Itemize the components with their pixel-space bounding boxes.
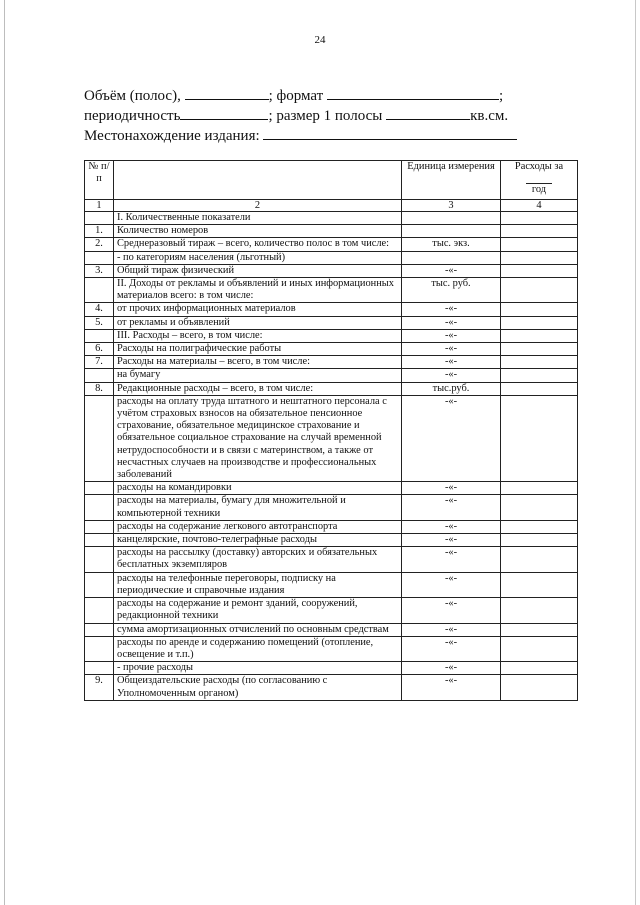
table-row [85, 598, 578, 623]
row-number [85, 251, 114, 264]
format-label: ; формат [268, 88, 324, 104]
row-number: 7. [85, 356, 114, 369]
table-row [85, 547, 578, 572]
row-expenses-cell[interactable] [501, 598, 578, 623]
row-number [85, 547, 114, 572]
table-row [85, 225, 578, 238]
header-line-location [84, 126, 544, 146]
column-index: 1 [85, 200, 114, 212]
row-number [85, 395, 114, 481]
row-number: 6. [85, 343, 114, 356]
row-unit: тыс. экз. [402, 238, 501, 251]
page-size-unit: кв.см. [470, 108, 509, 124]
table-row [85, 251, 578, 264]
row-number [85, 520, 114, 533]
row-expenses-cell[interactable] [501, 212, 578, 225]
row-name: от прочих информационных материалов [114, 303, 402, 316]
table-row [85, 329, 578, 342]
header-line-periodicity-size [84, 106, 544, 126]
header-num: № п/п [85, 161, 114, 200]
table-row [85, 316, 578, 329]
row-unit: -«- [402, 329, 501, 342]
report-table [84, 160, 578, 701]
row-number [85, 212, 114, 225]
table-row [85, 636, 578, 661]
row-number [85, 278, 114, 303]
column-index: 3 [402, 200, 501, 212]
row-name: на бумагу [114, 369, 402, 382]
header-expenses [501, 161, 578, 200]
row-name: расходы на материалы, бумагу для множительной и компьютерной техники [114, 495, 402, 520]
row-unit: -«- [402, 675, 501, 700]
scan-edge-right [635, 0, 636, 905]
row-expenses-cell[interactable] [501, 395, 578, 481]
table-row [85, 212, 578, 225]
row-expenses-cell[interactable] [501, 495, 578, 520]
row-name: Редакционные расходы – всего, в том числе: [114, 382, 402, 395]
row-name: расходы на телефонные переговоры, подписку на периодические и справочные издания [114, 572, 402, 597]
row-unit: -«- [402, 636, 501, 661]
row-name: Расходы на материалы – всего, в том числе: [114, 356, 402, 369]
table-row [85, 382, 578, 395]
row-name: расходы на рассылку (доставку) авторских и обязательных бесплатных экземпляров [114, 547, 402, 572]
row-name: расходы на оплату труда штатного и нештатного персонала с учётом страховых взносов на обязательное пенсионное страхование, обязательное медицинское страхование и обязательное социальное страхование на случай временной нетрудоспособности и в связи с материнством, а также от несчастных случаев на производстве и профессиональных заболеваний [114, 395, 402, 481]
row-expenses-cell[interactable] [501, 534, 578, 547]
row-unit [402, 225, 501, 238]
row-number [85, 369, 114, 382]
row-expenses-cell[interactable] [501, 303, 578, 316]
row-unit: -«- [402, 547, 501, 572]
row-number [85, 572, 114, 597]
row-expenses-cell[interactable] [501, 251, 578, 264]
row-name: канцелярские, почтово-телеграфные расходы [114, 534, 402, 547]
table-row [85, 264, 578, 277]
row-unit: -«- [402, 482, 501, 495]
page-number: 24 [314, 34, 326, 46]
page-size-blank-field[interactable] [386, 106, 470, 120]
row-expenses-cell[interactable] [501, 225, 578, 238]
row-expenses-cell[interactable] [501, 264, 578, 277]
row-expenses-cell[interactable] [501, 343, 578, 356]
column-index: 2 [114, 200, 402, 212]
location-blank-field[interactable] [263, 126, 517, 140]
row-number [85, 598, 114, 623]
row-expenses-cell[interactable] [501, 547, 578, 572]
row-unit: -«- [402, 264, 501, 277]
row-name: - прочие расходы [114, 662, 402, 675]
table-row [85, 495, 578, 520]
report-body [85, 212, 578, 701]
row-number [85, 495, 114, 520]
row-name: расходы на командировки [114, 482, 402, 495]
row-name: - по категориям населения (льготный) [114, 251, 402, 264]
line1-end: ; [498, 88, 504, 104]
table-row [85, 343, 578, 356]
page-size-label: ; размер 1 полосы [268, 108, 383, 124]
row-name: сумма амортизационных отчислений по основным средствам [114, 623, 402, 636]
periodicity-blank-field[interactable] [180, 106, 268, 120]
row-unit: -«- [402, 316, 501, 329]
row-unit: -«- [402, 534, 501, 547]
row-name: расходы по аренде и содержанию помещений (отопление, освещение и т.п.) [114, 636, 402, 661]
row-number: 9. [85, 675, 114, 700]
row-number [85, 636, 114, 661]
row-unit: -«- [402, 303, 501, 316]
row-number [85, 482, 114, 495]
row-unit: -«- [402, 343, 501, 356]
row-expenses-cell[interactable] [501, 636, 578, 661]
row-number [85, 623, 114, 636]
header-line-volume-format [84, 86, 544, 106]
row-number: 8. [85, 382, 114, 395]
publication-header [84, 86, 544, 146]
row-expenses-cell[interactable] [501, 572, 578, 597]
row-name: расходы на содержание и ремонт зданий, сооружений, редакционной техники [114, 598, 402, 623]
row-expenses-cell[interactable] [501, 369, 578, 382]
row-name: II. Доходы от рекламы и объявлений и иных информационных материалов всего: в том числе: [114, 278, 402, 303]
row-expenses-cell[interactable] [501, 520, 578, 533]
table-row [85, 369, 578, 382]
row-number: 5. [85, 316, 114, 329]
row-unit [402, 212, 501, 225]
table-row [85, 572, 578, 597]
location-label: Местонахождение издания: [84, 128, 260, 144]
row-name: Общеиздательские расходы (по согласованию с Уполномоченным органом) [114, 675, 402, 700]
scan-edge-left [4, 0, 5, 905]
row-unit: -«- [402, 598, 501, 623]
row-number [85, 534, 114, 547]
row-expenses-cell[interactable] [501, 382, 578, 395]
row-unit: тыс. руб. [402, 278, 501, 303]
row-name: от рекламы и объявлений [114, 316, 402, 329]
row-name: Количество номеров [114, 225, 402, 238]
header-expenses-year: год [526, 183, 552, 196]
row-expenses-cell[interactable] [501, 316, 578, 329]
column-index-row [85, 200, 578, 212]
row-name: III. Расходы – всего, в том числе: [114, 329, 402, 342]
table-row [85, 520, 578, 533]
table-row [85, 662, 578, 675]
row-expenses-cell[interactable] [501, 662, 578, 675]
row-number [85, 329, 114, 342]
table-row [85, 675, 578, 700]
row-expenses-cell[interactable] [501, 278, 578, 303]
format-blank-field[interactable] [327, 86, 499, 100]
header-expenses-label: Расходы за [514, 161, 564, 172]
row-expenses-cell[interactable] [501, 623, 578, 636]
row-unit: -«- [402, 662, 501, 675]
row-expenses-cell[interactable] [501, 329, 578, 342]
row-unit [402, 251, 501, 264]
row-name: I. Количественные показатели [114, 212, 402, 225]
row-name: расходы на содержание легкового автотранспорта [114, 520, 402, 533]
table-row [85, 238, 578, 251]
table-header-row [85, 161, 578, 200]
row-expenses-cell[interactable] [501, 482, 578, 495]
row-unit: -«- [402, 395, 501, 481]
header-unit: Единица измерения [402, 161, 501, 200]
row-name: Среднеразовый тираж – всего, количество полос в том числе: [114, 238, 402, 251]
row-expenses-cell[interactable] [501, 675, 578, 700]
row-unit: -«- [402, 356, 501, 369]
table-row [85, 482, 578, 495]
row-unit: -«- [402, 369, 501, 382]
row-unit: -«- [402, 623, 501, 636]
table-row [85, 534, 578, 547]
row-number: 2. [85, 238, 114, 251]
row-name: Общий тираж физический [114, 264, 402, 277]
row-expenses-cell[interactable] [501, 238, 578, 251]
row-unit: -«- [402, 520, 501, 533]
volume-blank-field[interactable] [185, 86, 269, 100]
table-row [85, 303, 578, 316]
row-name: Расходы на полиграфические работы [114, 343, 402, 356]
column-index: 4 [501, 200, 578, 212]
row-number: 4. [85, 303, 114, 316]
table-row [85, 623, 578, 636]
row-unit: -«- [402, 495, 501, 520]
header-name [114, 161, 402, 200]
row-unit: -«- [402, 572, 501, 597]
row-number: 3. [85, 264, 114, 277]
volume-label: Объём (полос), [84, 88, 181, 104]
row-number [85, 662, 114, 675]
table-row [85, 356, 578, 369]
table-row [85, 395, 578, 481]
table-row [85, 278, 578, 303]
periodicity-label: периодичность [84, 108, 181, 124]
row-unit: тыс.руб. [402, 382, 501, 395]
row-number: 1. [85, 225, 114, 238]
row-expenses-cell[interactable] [501, 356, 578, 369]
